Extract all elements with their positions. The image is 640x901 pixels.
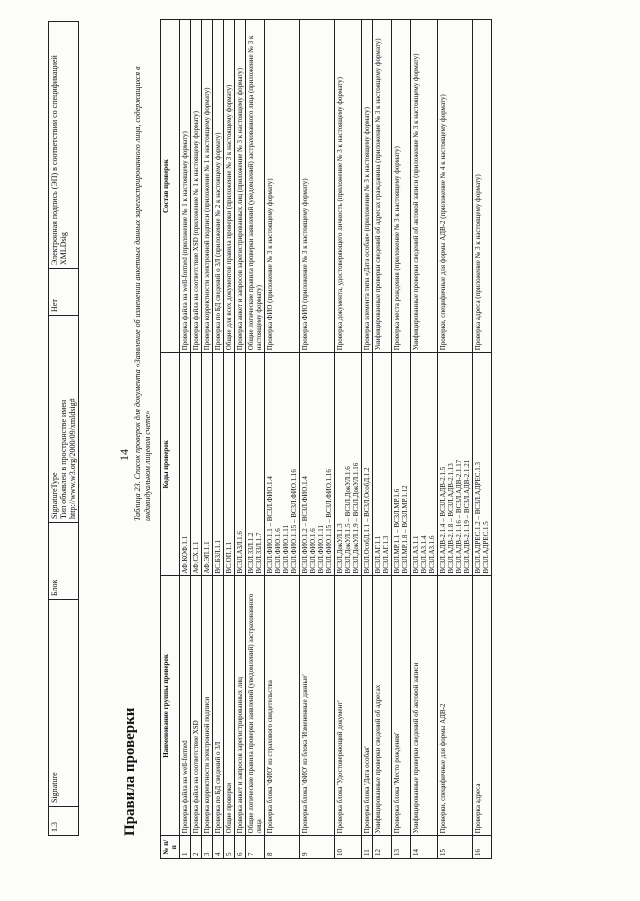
check-group-name: Проверка файла на соответствие XSD [191, 576, 202, 836]
table-row [438, 20, 473, 859]
table-body [180, 20, 492, 859]
check-code: ВСЗЛ.ДокУЛ.1.3 [336, 523, 344, 574]
row-number: 7 [246, 836, 265, 859]
check-contents: Проверка корректности электронной подписи (приложение № 1 к настоящему формату) [202, 20, 213, 353]
check-group-name: Унифицированные проверки сведений об актовой записи [411, 576, 438, 836]
check-group-name: Проверка корректности электронной подписи [202, 576, 213, 836]
check-code: ВСЗЛ.ДокУЛ.1.5 – ВСЗЛ.ДокУЛ.1.6 [344, 466, 352, 574]
check-codes [473, 353, 492, 576]
check-code: ВСЗЛ.АЗ.1.4 [420, 535, 428, 574]
check-group-name: Проверка файла на well-formed [180, 576, 191, 836]
check-code: АФ.КОФ.1.1 [181, 535, 189, 574]
check-contents: Проверка файла на well-formed (приложение № 1 к настоящему формату) [180, 20, 191, 353]
check-group-name: Проверка адреса [473, 576, 492, 836]
check-code: ВСЗЛ.ФИО.1.2 – ВСЗЛ.ФИО.1.4 [301, 476, 309, 574]
row-number: 3 [202, 836, 213, 859]
check-code: ВСЗЛ.ФИО.1.1 – ВСЗЛ.ФИО.1.4 [266, 476, 274, 574]
check-code: ВСЗЛ.ФИО.1.11 [282, 525, 290, 574]
table-row [392, 20, 411, 859]
row-number: 16 [473, 836, 492, 859]
check-code: ВСЗЛ.АГ.1.3 [382, 535, 390, 574]
row-number: 4 [213, 836, 224, 859]
row-number: 13 [392, 836, 411, 859]
check-code: ВСЗЛ.АГ.1.1 [374, 535, 382, 574]
row-number: 5 [224, 836, 235, 859]
check-codes [335, 353, 362, 576]
row-number: 2 [191, 836, 202, 859]
header-codes: Коды проверок [161, 353, 180, 576]
table-row [411, 20, 438, 859]
header-contents: Состав проверок [161, 20, 180, 353]
row-number: 9 [300, 836, 335, 859]
check-codes [202, 353, 213, 576]
table-row [300, 20, 335, 859]
table-row [213, 20, 224, 859]
check-code: ВСЗЛ.АДВ-2.1.8 – ВСЗЛ.АДВ-2.1.13 [447, 463, 455, 574]
check-code: АФ.ЭП.1.1 [203, 541, 211, 574]
table-row [49, 22, 79, 836]
check-contents: Проверка по БД сведений о ЗЛ (приложение № 2 к настоящему формату) [213, 20, 224, 353]
check-code: ВС.БЗЛ.1.1 [214, 539, 222, 574]
check-code: ВСЗЛ.АДВ-2.1.4 – ВСЗЛ.АДВ-2.1.5 [439, 466, 447, 574]
table-row [191, 20, 202, 859]
check-group-name: Проверка по БД сведений о ЗЛ [213, 576, 224, 836]
cell-num: 1.3 [49, 807, 79, 836]
table-row [362, 20, 373, 859]
check-codes [362, 353, 373, 576]
check-codes [265, 353, 300, 576]
check-group-name: Проверка блока 'ФИО' из страхового свидетельства [265, 576, 300, 836]
header-group: Наименование группы проверок [161, 576, 180, 836]
table-row [265, 20, 300, 859]
check-codes [300, 353, 335, 576]
check-codes [246, 353, 265, 576]
check-group-name: Унифицированные проверки сведений об адресах [373, 576, 392, 836]
check-contents: Проверки, специфичные для формы АДВ-2 (приложение № 4 к настоящему формату) [438, 20, 473, 353]
check-codes [191, 353, 202, 576]
header-row [161, 20, 180, 859]
row-number: 15 [438, 836, 473, 859]
check-group-name: Проверка анкет и запросов зарегистрированных лиц [235, 576, 246, 836]
check-code: ВСЗЛ.ФИО.1.15 – ВСЗЛ.ФИО.1.16 [325, 469, 333, 574]
check-codes [438, 353, 473, 576]
check-code: ВСЗЛ.АЗ.1.6 [428, 535, 436, 574]
table-row [473, 20, 492, 859]
check-contents: Унифицированные проверки сведений об адресах гражданина (приложение № 3 к настоящему формату) [373, 20, 392, 353]
check-contents: Проверка элемента типа «Дата особая» (приложение № 3 к настоящему формату) [362, 20, 373, 353]
check-group-name: Проверка блока 'Удостоверяющий документ' [335, 576, 362, 836]
cell-namespace: SignatureType Тип объявлен в пространстве имен http://www.w3.org/2000/09/xmldsig# [49, 316, 79, 523]
row-number: 11 [362, 836, 373, 859]
check-code: ВСЗЛ.ЗЗЛ.1.7 [255, 532, 263, 574]
check-codes [213, 353, 224, 576]
check-codes [224, 353, 235, 576]
check-group-name: Общие проверки [224, 576, 235, 836]
check-contents: Проверка адреса (приложение № 3 к настоящему формату) [473, 20, 492, 353]
check-code: ВСЗЛ.ФИО.1.11 [317, 525, 325, 574]
check-group-name: Проверка блока 'Место рождения' [392, 576, 411, 836]
checks-table [160, 19, 492, 859]
table-row [202, 20, 213, 859]
top-table [48, 21, 79, 836]
check-group-name: Проверки, специфичные для формы АДВ-2 [438, 576, 473, 836]
cell-description: Электронная подпись (ЭП) в соответствии со спецификацией XMLDsig [49, 22, 79, 269]
cell-required: Нет [49, 269, 79, 316]
cell-type: Блок [49, 523, 79, 600]
check-code: ВСЗЛ.АДВ-2.1.16 – ВСЗЛ.АДВ-2.1.17 [455, 459, 463, 574]
check-group-name: Проверка блока 'Дата особая' [362, 576, 373, 836]
check-contents: Проверка ФИО (приложение № 3 к настоящему формату) [300, 20, 335, 353]
table-row [224, 20, 235, 859]
row-number: 1 [180, 836, 191, 859]
check-contents: Проверка анкет и запросов зарегистрированных лиц (приложение № 3 к настоящему формату) [235, 20, 246, 353]
check-codes [180, 353, 191, 576]
row-number: 8 [265, 836, 300, 859]
check-code: ВСЗЛ.ФИО.1.6 [274, 528, 282, 574]
check-codes [411, 353, 438, 576]
check-contents: Проверка ФИО (приложение № 3 к настоящему формату) [265, 20, 300, 353]
page-number: 14 [117, 449, 131, 461]
cell-name: Signature [49, 600, 79, 807]
check-code: ВСЗЛ.МР.1.8 – ВСЗЛ.МР.1.12 [401, 485, 409, 574]
table-row [373, 20, 392, 859]
check-code: ВСЗЛ.ФИО.1.15 – ВСЗЛ.ФИО.1.16 [290, 469, 298, 574]
check-code: ВСЗЛ.ЗЗЛ.1.2 [247, 532, 255, 574]
table-row [335, 20, 362, 859]
check-group-name: Проверка блока 'ФИО' из блока 'Измененные данные' [300, 576, 335, 836]
check-code: ВСЗЛ.ФИО.1.6 [309, 528, 317, 574]
check-codes [392, 353, 411, 576]
check-code: ВСЗЛ.МР.1.1 – ВСЗЛ.МР.1.6 [393, 488, 401, 574]
check-codes [373, 353, 392, 576]
table-row [235, 20, 246, 859]
check-code: ВСЗЛ.ОсобД.1.1 – ВСЗЛ.ОсобД.1.2 [363, 467, 371, 574]
check-code: АФ.СХ.1.1 [192, 541, 200, 574]
check-code: ВСЗЛ.АДРЕС.1.5 [482, 521, 490, 574]
check-code: ВСЗЛ.АЗЛ.1.6 [236, 531, 244, 574]
table-row [180, 20, 191, 859]
check-contents: Общие для всех документов правила проверки (приложение № 3 к настоящему формату) [224, 20, 235, 353]
check-code: ВС.ОП.1.1 [225, 541, 233, 574]
header-num: № п/п [161, 836, 180, 859]
row-number: 14 [411, 836, 438, 859]
row-number: 12 [373, 836, 392, 859]
check-codes [235, 353, 246, 576]
check-contents: Проверка места рождения (приложение № 3 к настоящему формату) [392, 20, 411, 353]
check-code: ВСЗЛ.АДРЕС.1.2 – ВСЗЛ.АДРЕС.1.3 [474, 462, 482, 574]
check-group-name: Общие логические правила проверки заявлений (уведомлений) застрахованного лица [246, 576, 265, 836]
check-contents: Проверка документа, удостоверяющего личность (приложение № 3 к настоящему формату) [335, 20, 362, 353]
row-number: 6 [235, 836, 246, 859]
table-row [246, 20, 265, 859]
check-code: ВСЗЛ.ДокУЛ.1.9 – ВСЗЛ.ДокУЛ.1.16 [352, 462, 360, 574]
row-number: 10 [335, 836, 362, 859]
section-heading: Правила проверки [122, 707, 138, 836]
table-caption: Таблица 23. Список проверок для документа «Заявление об изменении анкетных данных зарегистрированного лица, содержащихся в индивидуальном лицевом счете» [133, 66, 152, 521]
check-contents: Общие логические правила проверки заявлений (уведомлений) застрахованного лица (приложение № 3 к настоящему формату) [246, 20, 265, 353]
check-code: ВСЗЛ.АДВ-2.1.19 – ВСЗЛ.АДВ-2.1.21 [463, 459, 471, 574]
check-contents: Проверка файла на соответствие XSD (приложение № 1 к настоящему формату) [191, 20, 202, 353]
check-contents: Унифицированные проверки сведений об актовой записи (приложение № 3 к настоящему формату) [411, 20, 438, 353]
check-code: ВСЗЛ.АЗ.1.1 [412, 535, 420, 574]
